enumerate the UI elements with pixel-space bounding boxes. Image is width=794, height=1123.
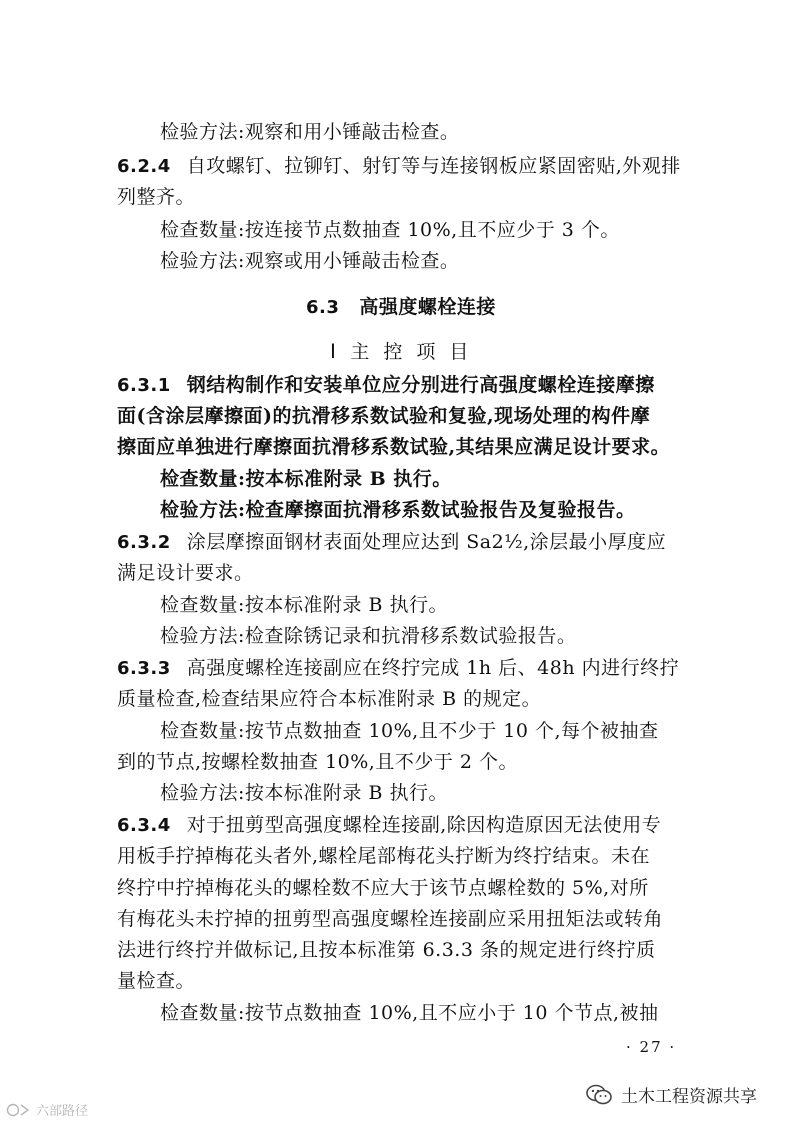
watermark-logo-icon [6, 1102, 32, 1118]
body-line: 检验方法:观察和用小锤敲击检查。 [160, 121, 460, 143]
wechat-account-name: 土木工程资源共享 [621, 1087, 757, 1107]
body-line: 到的节点,按螺栓数抽查 10%,且不少于 2 个。 [117, 751, 519, 773]
body-line: 检验方法:按本标准附录 B 执行。 [160, 782, 448, 804]
clause-text: 高强度螺栓连接副应在终拧完成 1h 后、48h 内进行终拧 [186, 657, 680, 679]
clause-number: 6.3.2 [117, 532, 171, 553]
section-heading [306, 295, 496, 320]
section-title: 高强度螺栓连接 [359, 296, 496, 318]
clause-6-2-4 [117, 154, 681, 179]
section-number: 6.3 [306, 297, 340, 318]
body-line: 检查数量:按节点数抽查 10%,且不应小于 10 个节点,被抽 [160, 1002, 659, 1024]
clause-text: 对于扭剪型高强度螺栓连接副,除因构造原因无法使用专 [186, 814, 662, 836]
clause-6-3-4 [117, 813, 661, 838]
body-line: 检查数量:按本标准附录 B 执行。 [160, 594, 448, 616]
body-line: 终拧中拧掉梅花头的螺栓数不应大于该节点螺栓数的 5%,对所 [117, 877, 649, 899]
clause-number: 6.3.3 [117, 658, 171, 679]
wechat-icon [585, 1083, 613, 1107]
body-line: 有梅花头未拧掉的扭剪型高强度螺栓连接副应采用扭矩法或转角 [117, 908, 664, 930]
clause-text: 钢结构制作和安装单位应分别进行高强度螺栓连接摩擦 [186, 374, 655, 396]
watermark [6, 1100, 88, 1119]
body-line: 检验方法:检查摩擦面抗滑移系数试验报告及复验报告。 [160, 499, 636, 521]
subsection-roman: Ⅰ [330, 341, 337, 363]
body-line: 用板手拧掉梅花头者外,螺栓尾部梅花头拧断为终拧结束。未在 [117, 845, 651, 867]
body-line: 法进行终拧并做标记,且按本标准第 6.3.3 条的规定进行终拧质 [117, 939, 656, 961]
subsection-title: 主控项目 [350, 341, 483, 363]
body-line: 检查数量:按本标准附录 B 执行。 [160, 468, 452, 490]
clause-number: 6.3.1 [117, 375, 171, 396]
body-line: 检验方法:检查除锈记录和抗滑移系数试验报告。 [160, 625, 577, 647]
body-line: 擦面应单独进行摩擦面抗滑移系数试验,其结果应满足设计要求。 [117, 436, 671, 458]
watermark-text: 六部路径 [36, 1104, 89, 1119]
subsection-heading [330, 340, 482, 364]
body-line: 质量检查,检查结果应符合本标准附录 B 的规定。 [117, 688, 542, 710]
body-line: 面(含涂层摩擦面)的抗滑移系数试验和复验,现场处理的构件摩 [117, 405, 651, 427]
clause-6-3-2 [117, 530, 666, 555]
body-line: 列整齐。 [117, 186, 196, 208]
clause-text: 自攻螺钉、拉铆钉、射钉等与连接钢板应紧固密贴,外观排 [186, 155, 681, 177]
body-line: 检查数量:按节点数抽查 10%,且不少于 10 个,每个被抽查 [160, 720, 659, 742]
body-line: 检查数量:按连接节点数抽查 10%,且不应少于 3 个。 [160, 219, 620, 241]
body-line: 检验方法:观察或用小锤敲击检查。 [160, 250, 460, 272]
clause-6-3-1 [117, 373, 655, 398]
body-line: 量检查。 [117, 970, 196, 992]
clause-text: 涂层摩擦面钢材表面处理应达到 Sa2½,涂层最小厚度应 [186, 531, 667, 553]
clause-6-3-3 [117, 656, 679, 681]
wechat-account-badge [585, 1082, 757, 1107]
body-line: 满足设计要求。 [117, 562, 254, 584]
page-number: · 27 · [626, 1038, 677, 1056]
clause-number: 6.2.4 [117, 156, 171, 177]
clause-number: 6.3.4 [117, 815, 171, 836]
